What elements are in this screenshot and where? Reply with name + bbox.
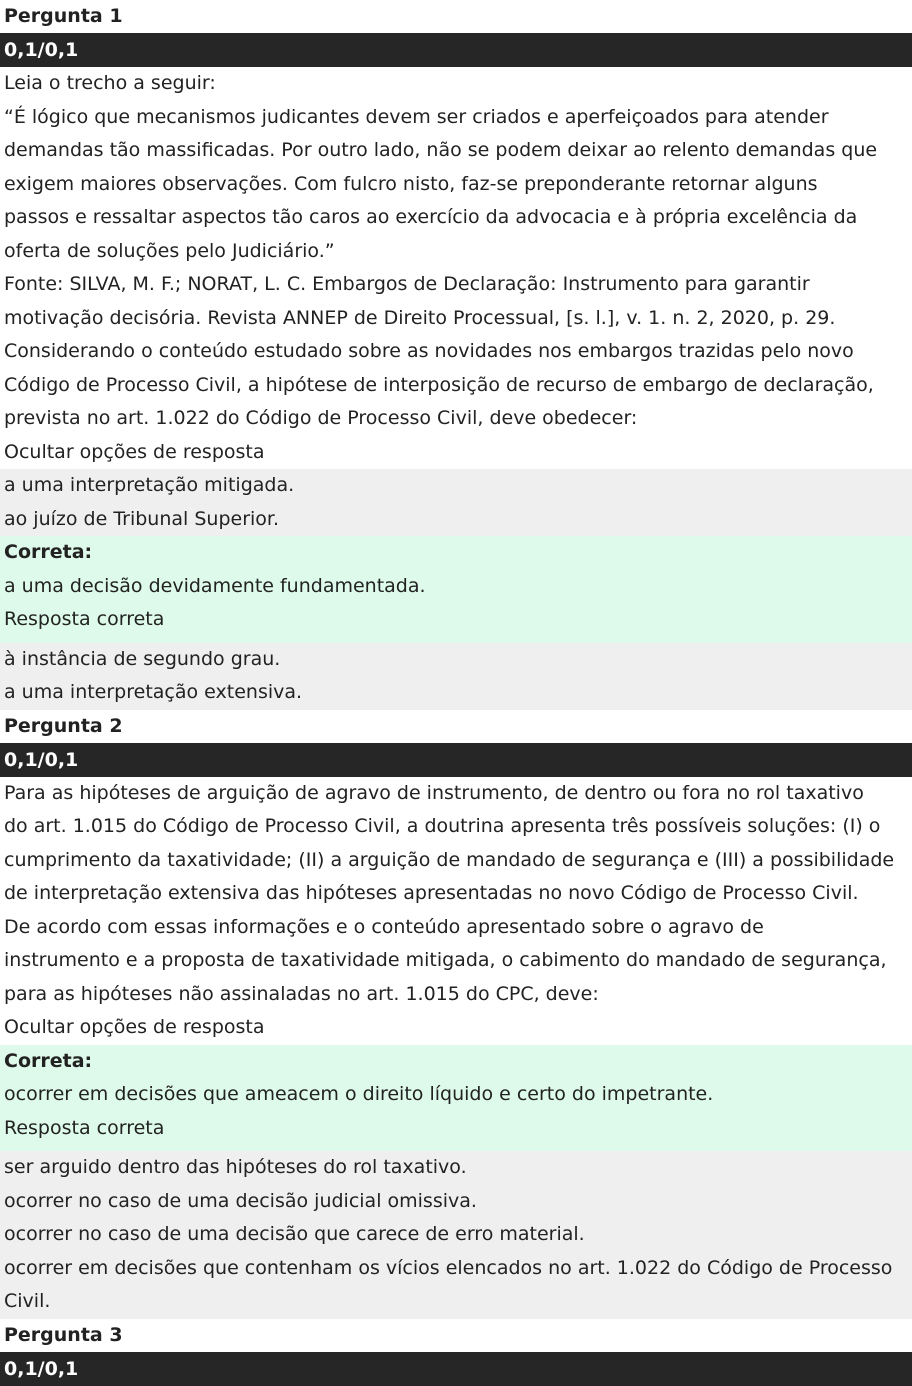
correct-answer-note: Resposta correta — [4, 1116, 165, 1139]
text-line: exigem maiores observações. Com fulcro nisto, faz-se preponderante retornar alguns — [4, 172, 818, 195]
answer-option[interactable]: ser arguido dentro das hipóteses do rol taxativo. — [0, 1151, 912, 1185]
text-line: Para as hipóteses de arguição de agravo de instrumento, de dentro ou fora no rol taxativo — [4, 781, 864, 804]
text-line: oferta de soluções pelo Judiciário.” — [4, 239, 335, 262]
text-line: Considerando o conteúdo estudado sobre as novidades nos embargos trazidas pelo novo — [4, 340, 854, 362]
text-line: do art. 1.015 do Código de Processo Civil, a doutrina apresenta três possíveis soluções: (I) o — [4, 815, 881, 837]
answer-option[interactable]: à instância de segundo grau. — [0, 643, 912, 677]
question-text — [0, 777, 912, 1012]
text-line: instrumento e a proposta de taxatividade mitigada, o cabimento do mandado de segurança, — [4, 949, 887, 971]
answer-option[interactable]: ocorrer no caso de uma decisão judicial omissiva. — [0, 1185, 912, 1219]
text-line: Leia o trecho a seguir: — [4, 72, 216, 94]
text-line: motivação decisória. Revista ANNEP de Direito Processual, [s. l.], v. 1. n. 2, 2020, p. 29. — [4, 306, 836, 329]
answer-option[interactable]: ocorrer no caso de uma decisão que carece de erro material. — [0, 1218, 912, 1252]
question-title: Pergunta 3 — [4, 1323, 123, 1346]
hide-answer-options-toggle[interactable]: Ocultar opções de resposta — [4, 440, 265, 463]
text-line: “É lógico que mecanismos judicantes devem ser criados e aperfeiçoados para atender — [4, 105, 829, 128]
text-line: Fonte: SILVA, M. F.; NORAT, L. C. Embargos de Declaração: Instrumento para garantir — [4, 273, 810, 295]
correct-answer-note: Resposta correta — [4, 608, 165, 630]
question-title: Pergunta 1 — [4, 5, 123, 27]
text-line: cumprimento da taxatividade; (II) a arguição de mandado de segurança e (III) a possibilidade — [4, 848, 895, 871]
correct-answer-option[interactable]: a uma decisão devidamente fundamentada. — [4, 574, 426, 597]
question-2 — [0, 710, 912, 1319]
text-line: de interpretação extensiva das hipóteses apresentadas no novo Código de Processo Civil. — [4, 882, 859, 904]
score-bar: 0,1/0,1 — [0, 743, 912, 777]
answer-options — [0, 643, 912, 710]
answer-option[interactable]: ao juízo de Tribunal Superior. — [0, 503, 912, 537]
answer-option[interactable]: a uma interpretação extensiva. — [0, 676, 912, 710]
question-3 — [0, 1319, 912, 1386]
question-title: Pergunta 2 — [4, 714, 123, 737]
question-text — [0, 67, 912, 436]
text-line: Código de Processo Civil, a hipótese de interposição de recurso de embargo de declaração, — [4, 373, 874, 396]
text-line: para as hipóteses não assinaladas no art. 1.015 do CPC, deve: — [4, 982, 599, 1005]
correct-label: Correta: — [4, 541, 93, 563]
correct-label: Correta: — [4, 1049, 93, 1072]
correct-answer-block — [0, 1045, 912, 1152]
answer-option[interactable]: a uma interpretação mitigada. — [0, 469, 912, 503]
answer-options — [0, 469, 912, 536]
hide-answer-options-toggle[interactable]: Ocultar opções de resposta — [4, 1016, 265, 1038]
score-bar: 0,1/0,1 — [0, 33, 912, 67]
text-line: passos e ressaltar aspectos tão caros ao exercício da advocacia e à própria excelência da — [4, 206, 858, 228]
answer-options — [0, 1151, 912, 1319]
text-line: prevista no art. 1.022 do Código de Processo Civil, deve obedecer: — [4, 407, 638, 429]
answer-option[interactable]: ocorrer em decisões que contenham os vícios elencados no art. 1.022 do Código de Processo Civil. — [0, 1252, 912, 1319]
text-line: De acordo com essas informações e o conteúdo apresentado sobre o agravo de — [4, 915, 764, 938]
text-line: demandas tão massificadas. Por outro lado, não se podem deixar ao relento demandas que — [4, 139, 878, 161]
correct-answer-block — [0, 536, 912, 643]
correct-answer-option[interactable]: ocorrer em decisões que ameacem o direito líquido e certo do impetrante. — [4, 1083, 714, 1105]
score-bar: 0,1/0,1 — [0, 1352, 912, 1386]
